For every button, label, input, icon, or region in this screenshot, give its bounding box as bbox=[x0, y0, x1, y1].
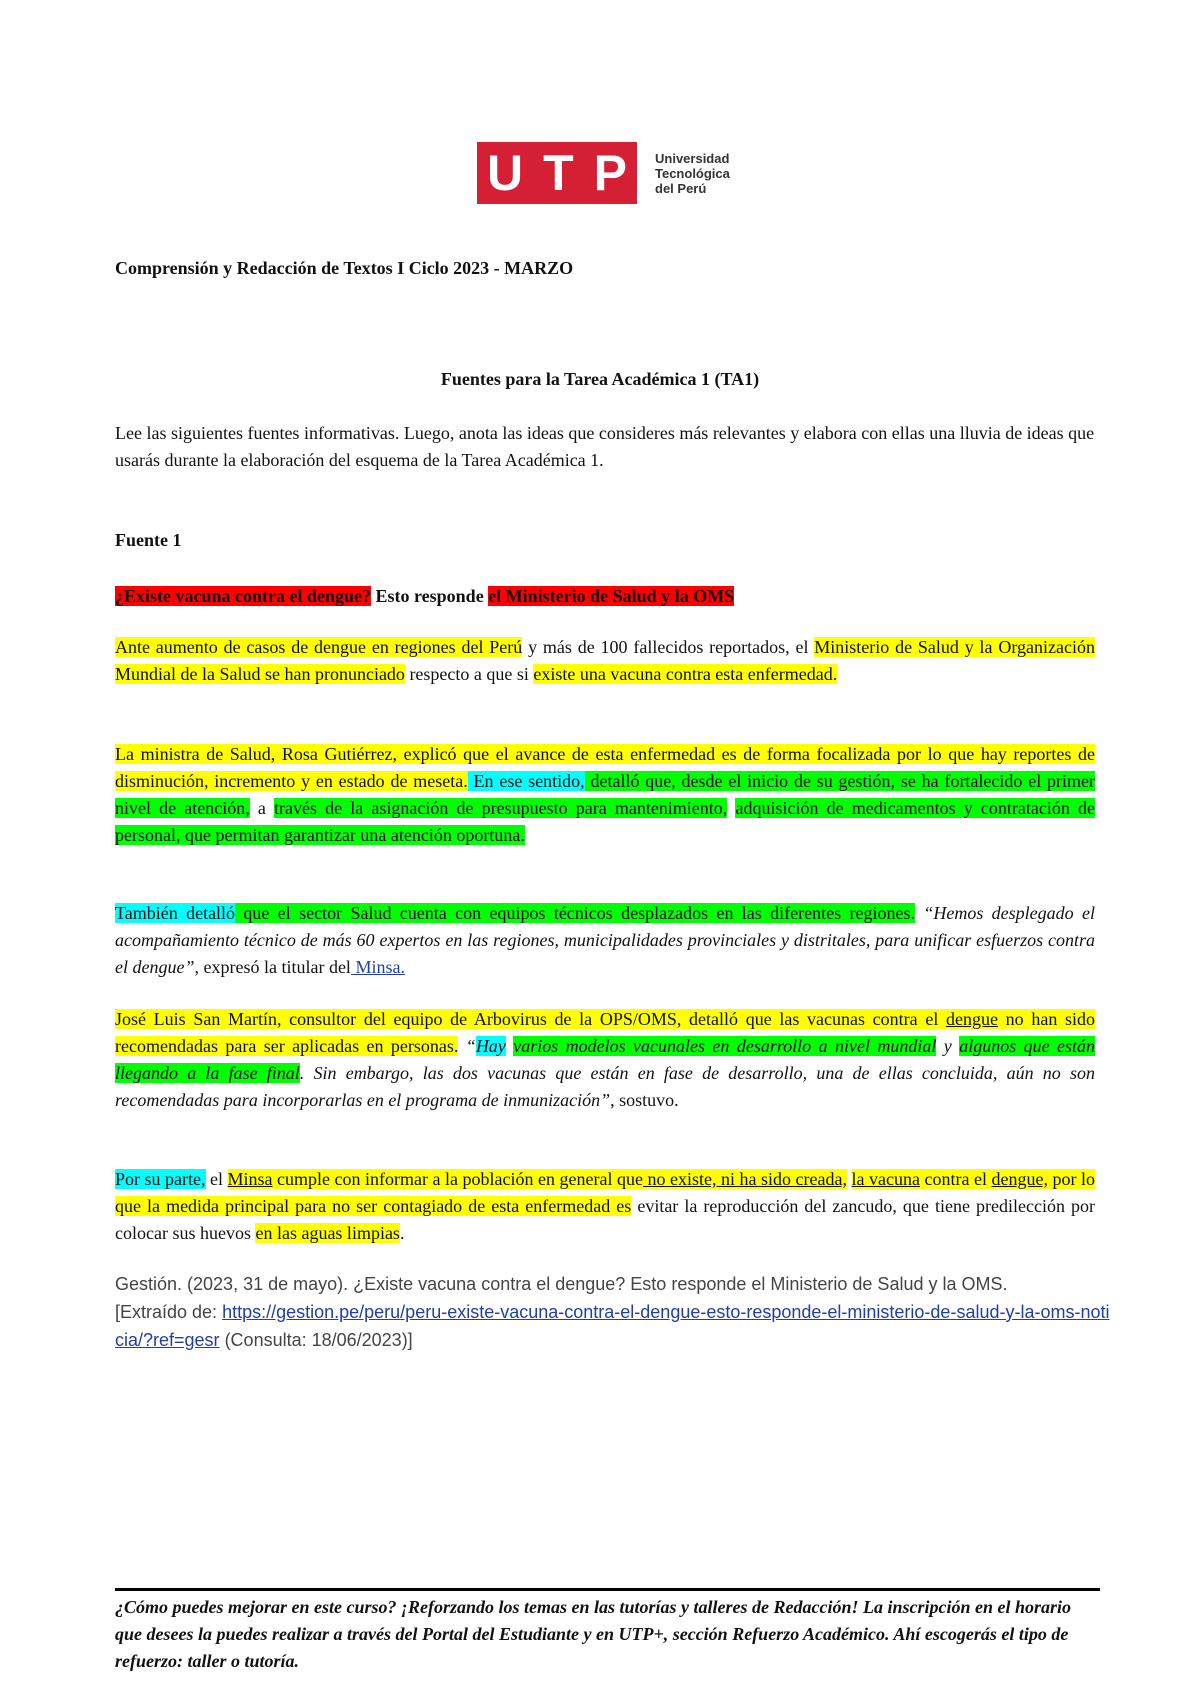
logo-letter-p: P bbox=[593, 145, 627, 201]
p4-seg-3: no han sido recomendadas para ser aplicadas en personas. bbox=[115, 1009, 1095, 1056]
paragraph-5 bbox=[115, 1166, 1095, 1247]
paragraph-4 bbox=[115, 1006, 1095, 1114]
p2-seg-1: La ministra de Salud, Rosa Gutiérrez, explicó que el avance de esta enfermedad es de forma focalizada por lo que hay reportes de disminución, incremento y en estado de meseta. bbox=[115, 744, 1095, 791]
paragraph-3 bbox=[115, 900, 1095, 981]
p2-seg-5: través de la asignación de presupuesto para mantenimiento, bbox=[274, 798, 728, 818]
p2-seg-3: detalló que, desde el inicio de su gestión, se ha fortalecido el primer nivel de atención, bbox=[115, 771, 1095, 818]
p5-seg-4: cumple con informar a la población en general que bbox=[272, 1169, 643, 1189]
p4-seg-7: varios modelos vacunales en desarrollo a nivel mundial bbox=[513, 1036, 937, 1056]
p3-seg-1: También detalló bbox=[115, 903, 236, 923]
headline-part-3: el Ministerio de Salud y la OMS bbox=[488, 586, 735, 606]
logo-letter-t: T bbox=[543, 145, 574, 201]
p1-seg-1: Ante aumento de casos de dengue en regiones del Perú bbox=[115, 637, 523, 657]
course-title: Comprensión y Redacción de Textos I Ciclo 2023 - MARZO bbox=[115, 258, 574, 278]
headline-part-1: ¿Existe vacuna contra el dengue? bbox=[115, 586, 371, 606]
p4-seg-8: y bbox=[936, 1036, 960, 1056]
document-title: Fuentes para la Tarea Académica 1 (TA1) bbox=[440, 369, 760, 389]
p2-seg-2: En ese sentido, bbox=[467, 771, 585, 791]
p3-seg-4: , expresó la titular del bbox=[194, 957, 351, 977]
citation-extracted-label: [Extraído de: bbox=[115, 1302, 223, 1322]
p1-seg-4: respecto a que si bbox=[404, 664, 534, 684]
p5-seg-2: el bbox=[205, 1169, 228, 1189]
utp-logo bbox=[477, 142, 730, 204]
p5-seg-6 bbox=[847, 1169, 852, 1189]
utp-logo-text bbox=[655, 151, 730, 196]
logo-line-1: Universidad bbox=[655, 150, 730, 166]
p2-seg-7: adquisición de medicamentos y contratación de personal, que permitan garantizar una atención oportuna. bbox=[115, 798, 1096, 845]
p4-seg-5: Hay bbox=[475, 1036, 506, 1056]
p4-seg-11: , sostuvo. bbox=[610, 1090, 679, 1110]
footer-divider bbox=[115, 1588, 1100, 1591]
source-heading: Fuente 1 bbox=[115, 530, 182, 550]
paragraph-1 bbox=[115, 634, 1095, 688]
p5-seg-13: . bbox=[399, 1223, 405, 1243]
p5-seg-9: dengue, bbox=[991, 1169, 1048, 1189]
p5-seg-11: evitar la reproducción del zancudo, que tiene predilección por colocar sus huevos bbox=[115, 1196, 1095, 1243]
citation bbox=[115, 1270, 1115, 1354]
minsa-link-1[interactable]: Minsa. bbox=[350, 957, 405, 977]
logo-letter-u: U bbox=[486, 145, 524, 201]
citation-text: Gestión. (2023, 31 de mayo). ¿Existe vacuna contra el dengue? Esto responde el Ministerio de Salud y la OMS. bbox=[115, 1274, 1008, 1294]
p5-seg-5: no existe, ni ha sido creada, bbox=[642, 1169, 847, 1189]
footer-note: ¿Cómo puedes mejorar en este curso? ¡Reforzando los temas en las tutorías y talleres de Redacción! La inscripción en el horario que desees la puedes realizar a través del Portal del Estudiante y en UTP+, sección Refuerzo Académico. Ahí escogerás el tipo de refuerzo: taller o tutoría. bbox=[115, 1597, 1072, 1671]
p4-seg-9: algunos que están llegando a la fase final bbox=[115, 1036, 1095, 1083]
intro-paragraph: Lee las siguientes fuentes informativas. Luego, anota las ideas que consideres más relevantes y elabora con ellas una lluvia de ideas que usarás durante la elaboración del esquema de la Tarea Académica 1. bbox=[115, 423, 1095, 470]
citation-consulta: (Consulta: 18/06/2023)] bbox=[219, 1330, 413, 1350]
article-headline bbox=[115, 586, 734, 607]
p1-seg-5: existe una vacuna contra esta enfermedad. bbox=[533, 664, 838, 684]
p4-seg-4: “ bbox=[458, 1036, 476, 1056]
p4-seg-2: dengue bbox=[946, 1009, 998, 1029]
p1-seg-2: y más de 100 fallecidos reportados, el bbox=[522, 637, 815, 657]
paragraph-2 bbox=[115, 741, 1095, 849]
p5-seg-1: Por su parte, bbox=[115, 1169, 206, 1189]
p5-seg-7: la vacuna bbox=[851, 1169, 920, 1189]
p3-quote: “Hemos desplegado el acompañamiento técnico de más 60 expertos en las regiones, municipalidades provinciales y distritales, para unificar esfuerzos contra el dengue” bbox=[115, 903, 1096, 977]
p4-seg-10: . Sin embargo, las dos vacunas que están en fase de desarrollo, una de ellas concluida, aún no son recomendadas para incorporarlas en el programa de inmunización” bbox=[115, 1063, 1095, 1110]
logo-line-3: del Perú bbox=[655, 180, 707, 196]
p5-seg-12: en las aguas limpias bbox=[255, 1223, 400, 1243]
minsa-link-2[interactable]: Minsa bbox=[227, 1169, 273, 1189]
p5-seg-10: por lo que la medida principal para no ser contagiado de esta enfermedad es bbox=[115, 1169, 1096, 1216]
p5-seg-8: contra el bbox=[920, 1169, 992, 1189]
p1-seg-3: Ministerio de Salud y la Organización Mundial de la Salud se han pronunciado bbox=[115, 637, 1095, 684]
p4-seg-1: José Luis San Martín, consultor del equipo de Arbovirus de la OPS/OMS, detalló que las vacunas contra el bbox=[115, 1009, 946, 1029]
logo-line-2: Tecnológica bbox=[655, 165, 730, 181]
headline-part-2: Esto responde bbox=[371, 586, 489, 606]
citation-url-link[interactable]: https://gestion.pe/peru/peru-existe-vacuna-contra-el-dengue-esto-responde-el-ministerio-de-salud-y-la-oms-noticia/?ref=gesr bbox=[115, 1302, 1110, 1350]
p3-seg-2: que el sector Salud cuenta con equipos técnicos desplazados en las diferentes regiones. bbox=[235, 903, 915, 923]
p2-seg-4: a bbox=[249, 798, 274, 818]
utp-logo-mark bbox=[477, 142, 637, 204]
